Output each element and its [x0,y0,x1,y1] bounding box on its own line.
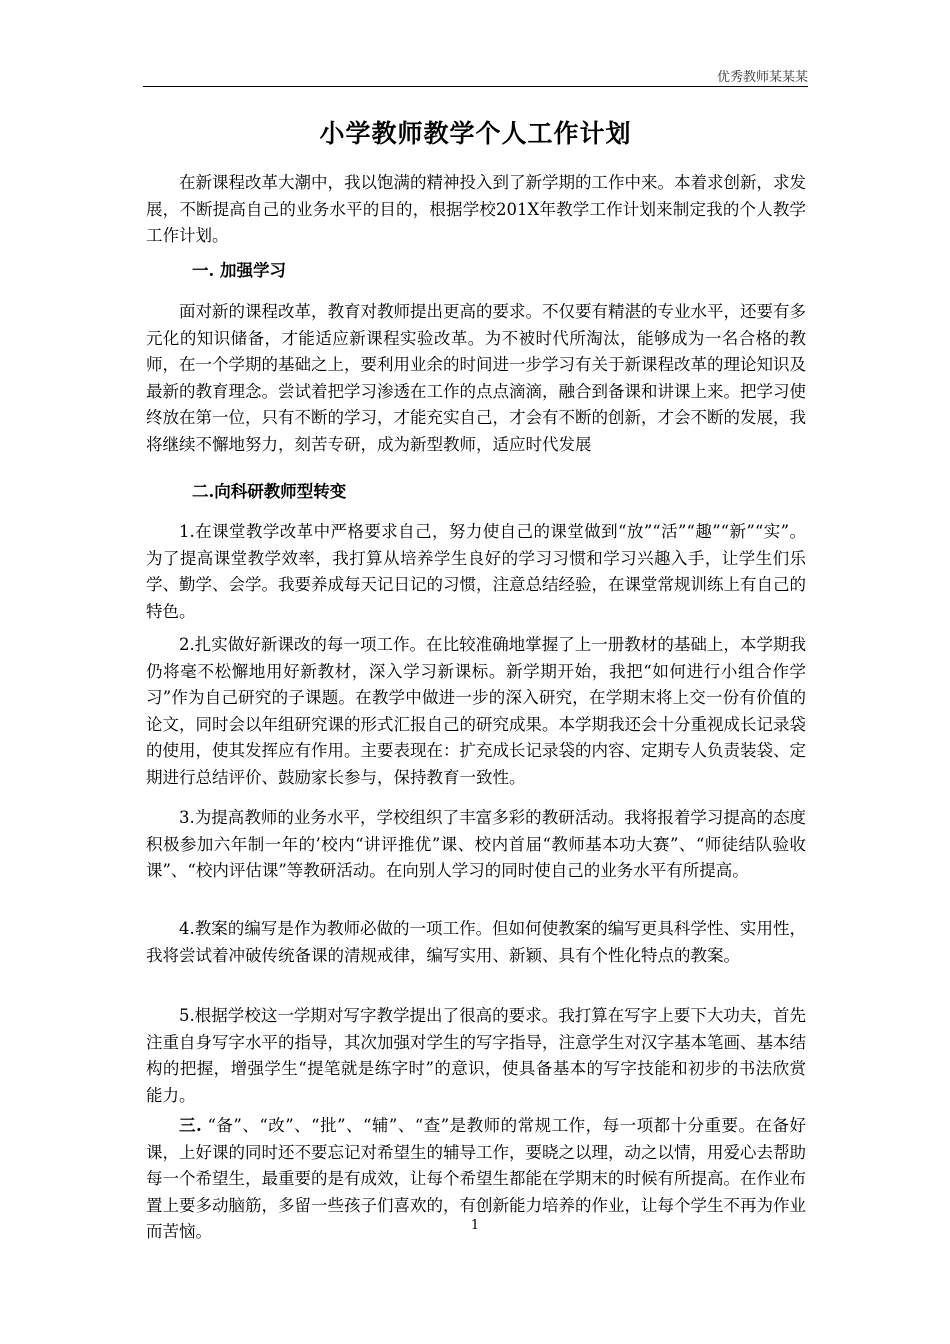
section-1-heading: 一. 加强学习 [192,261,286,280]
page-number: 1 [470,1218,480,1233]
item-5-paragraph: 5.根据学校这一学期对写字教学提出了很高的要求。我打算在写字上要下大功夫，首先注重自身写字水平的指导，其次加强对学生的写字指导，注意学生对汉字基本笔画、基本结构的把握，增强学生“提笔就是练字时”的意识，使具备基本的写字技能和初步的书法欣赏能力。 [146,1006,806,1105]
section-3-text: “备”、“改”、“批”、“辅”、“查”是教师的常规工作，每一项都十分重要。在备好课，上好课的同时还不要忘记对希望生的辅导工作，要晓之以理，动之以情，用爱心去帮助每一个希望生，最重要的是有成效，让每个希望生都能在学期末的时候有所提高。在作业布置上要多动脑筋，多留一些孩子们喜欢的，有创新能力培养的作业，让每个学生不再为作业而苦恼。 [146,1116,807,1241]
section-3-label: 三. [179,1116,202,1135]
section-1-paragraph: 面对新的课程改革，教育对教师提出更高的要求。不仅要有精湛的专业水平，还要有多元化的知识储备，才能适应新课程实验改革。为不被时代所淘汰，能够成为一名合格的教师，在一个学期的基础之上，要利用业余的时间进一步学习有关于新课程改革的理论知识及最新的教育理念。尝试着把学习渗透在工作的点点滴滴，融合到备课和讲课上来。把学习使终放在第一位，只有不断的学习，才能充实自己，才会有不断的创新，才会不断的发展，我将继续不懈地努力，刻苦专研，成为新型教师，适应时代发展 [146,302,806,454]
document-title: 小学教师教学个人工作计划 [319,119,632,148]
item-3-paragraph: 3.为提高教师的业务水平，学校组织了丰富多彩的教研活动。我将报着学习提高的态度积极参加六年制一年的’校内“讲评推优”课、校内首届“教师基本功大赛”、“师徒结队验收课”、“校内评估课”等教研活动。在向别人学习的同时使自己的业务水平有所提高。 [146,808,806,880]
header-divider [143,86,808,87]
section-2-heading: 二.向科研教师型转变 [192,482,347,501]
item-1-paragraph: 1.在课堂教学改革中严格要求自己，努力使自己的课堂做到“放”“活”“趣”“新”“实”。为了提高课堂教学效率，我打算从培养学生良好的学习习惯和学习兴趣入手，让学生们乐学、勤学、会学。我要养成每天记日记的习惯，注意总结经验，在课堂常规训练上有自己的特色。 [146,522,806,621]
item-4-paragraph: 4.教案的编写是作为教师必做的一项工作。但如何使教案的编写更具科学性、实用性，我将尝试着冲破传统备课的清规戒律，编写实用、新颖、具有个性化特点的教案。 [146,919,806,965]
page-header-text: 优秀教师某某某 [716,70,808,85]
intro-paragraph: 在新课程改革大潮中，我以饱满的精神投入到了新学期的工作中来。本着求创新，求发展，不断提高自己的业务水平的目的，根据学校201X年教学工作计划来制定我的个人教学工作计划。 [146,173,806,245]
item-2-paragraph: 2.扎实做好新课改的每一项工作。在比较准确地掌握了上一册教材的基础上，本学期我仍将毫不松懈地用好新教材，深入学习新课标。新学期开始，我把“如何进行小组合作学习”作为自己研究的子课题。在教学中做进一步的深入研究，在学期末将上交一份有价值的论文，同时会以年组研究课的形式汇报自己的研究成果。本学期我还会十分重视成长记录袋的使用，使其发挥应有作用。主要表现在：扩充成长记录袋的内容、定期专人负责装袋、定期进行总结评价、鼓励家长参与，保持教育一致性。 [146,635,806,787]
